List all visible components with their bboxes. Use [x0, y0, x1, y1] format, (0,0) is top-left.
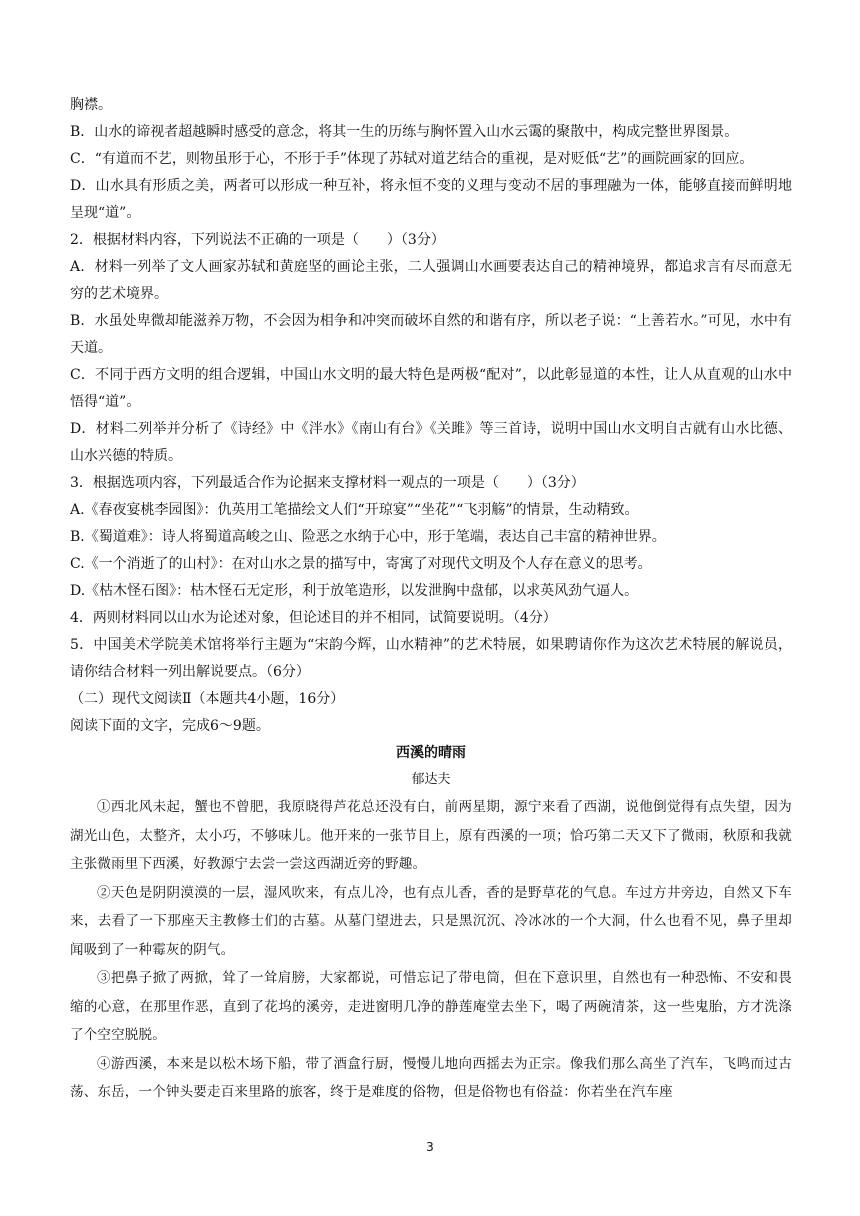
- question-4: 4．两则材料同以山水为论述对象，但论述目的并不相同，试简要说明。（4分）: [70, 610, 557, 626]
- q1-option-c: C．“有道而不艺，则物虽形于心，不形于手”体现了苏轼对道艺结合的重视，是对贬低“艺”的画院画家的回应。: [70, 151, 754, 167]
- article-paragraph-4: ④游西溪，本来是以松木场下船，带了酒盒行厨，慢慢儿地向西摇去为正宗。像我们那么高坐了汽车，飞鸣而过古荡、东岳，一个钟头要走百来里路的旅客，终于是难度的俗物，但是俗物也有俗益：你若坐在汽车座: [70, 1055, 792, 1100]
- question-1-tail: [70, 92, 792, 227]
- article: [70, 740, 792, 1107]
- section-2-instruction: 阅读下面的文字，完成6～9题。: [70, 718, 270, 734]
- q1-tail-line: 胸襟。: [70, 97, 112, 113]
- question-3: [70, 470, 792, 605]
- section-2-heading: （二）现代文阅读Ⅱ（本题共4小题，16分）: [70, 691, 345, 707]
- article-paragraph-3: ③把鼻子掀了两掀，耸了一耸肩膀，大家都说，可惜忘记了带电筒，但在下意识里，自然也有一种恐怖、不安和畏缩的心意，在那里作恶，直到了花坞的溪旁，走进窗明几净的静莲庵堂去坐下，喝了两碗清茶，这一些鬼胎，方才洗涤了个空空脱脱。: [70, 970, 792, 1043]
- q2-option-d: D．材料二列举并分析了《诗经》中《泮水》《南山有台》《关雎》等三首诗，说明中国山水文明自古就有山水比德、山水兴德的特质。: [70, 421, 792, 464]
- question-2: [70, 227, 792, 470]
- article-paragraph-1: ①西北风未起，蟹也不曾肥，我原晓得芦花总还没有白，前两星期，源宁来看了西湖，说他倒觉得有点失望，因为湖光山色，太整齐，太小巧，不够味儿。他开来的一张节目上，原有西溪的一项；恰巧第二天又下了微雨，秋原和我就主张微雨里下西溪，好教源宁去尝一尝这西湖近旁的野趣。: [70, 799, 792, 872]
- q2-option-b: B．水虽处卑微却能滋养万物，不会因为相争和冲突而破坏自然的和谐有序，所以老子说：“上善若水。”可见，水中有天道。: [70, 313, 792, 356]
- page-number: 3: [426, 1140, 434, 1154]
- article-title: 西溪的晴雨: [396, 745, 466, 761]
- q1-option-d: D．山水具有形质之美，两者可以形成一种互补，将永恒不变的义理与变动不居的事理融为一体，能够直接而鲜明地呈现“道”。: [70, 178, 792, 221]
- q3-option-c: C.《一个消逝了的山村》：在对山水之景的描写中，寄寓了对现代文明及个人存在意义的思考。: [70, 556, 652, 572]
- q3-option-d: D.《枯木怪石图》：枯木怪石无定形，利于放笔造形，以发泄胸中盘郁，以求英风劲气逼人。: [70, 583, 639, 599]
- q3-option-a: A.《春夜宴桃李园图》：仇英用工笔描绘文人们“开琼宴”“坐花”“飞羽觞”的情景，生动精致。: [70, 502, 639, 518]
- q1-option-b: B．山水的谛视者超越瞬时感受的意念，将其一生的历练与胸怀置入山水云霭的聚散中，构成完整世界图景。: [70, 124, 739, 140]
- q3-option-b: B.《蜀道难》：诗人将蜀道高峻之山、险恶之水纳于心中，形于笔端，表达自己丰富的精神世界。: [70, 529, 666, 545]
- article-paragraph-2: ②天色是阴阴漠漠的一层，湿风吹来，有点儿冷，也有点儿香，香的是野草花的气息。车过方井旁边，自然又下车来，去看了一下那座天主教修士们的古墓。从墓门望进去，只是黑沉沉、冷冰冰的一个大洞，什么也看不见，鼻子里却闻吸到了一种霉灰的阴气。: [70, 884, 792, 958]
- question-5: 5．中国美术学院美术馆将举行主题为“宋韵今辉，山水精神”的艺术特展，如果聘请你作为这次艺术特展的解说员，请你结合材料一列出解说要点。（6分）: [70, 637, 792, 680]
- q2-option-c: C．不同于西方文明的组合逻辑，中国山水文明的最大特色是两极“配对”，以此彰显道的本性，让人从直观的山水中悟得“道”。: [70, 367, 792, 410]
- q2-option-a: A．材料一列举了文人画家苏轼和黄庭坚的画论主张，二人强调山水画要表达自己的精神境界，都追求言有尽而意无穷的艺术境界。: [70, 259, 792, 302]
- page-content: [70, 92, 792, 1107]
- q3-stem: 3．根据选项内容，下列最适合作为论据来支撑材料一观点的一项是（ ）（3分）: [70, 475, 585, 491]
- article-author: 郁达夫: [411, 772, 451, 787]
- q2-stem: 2．根据材料内容，下列说法不正确的一项是（ ）（3分）: [70, 232, 445, 248]
